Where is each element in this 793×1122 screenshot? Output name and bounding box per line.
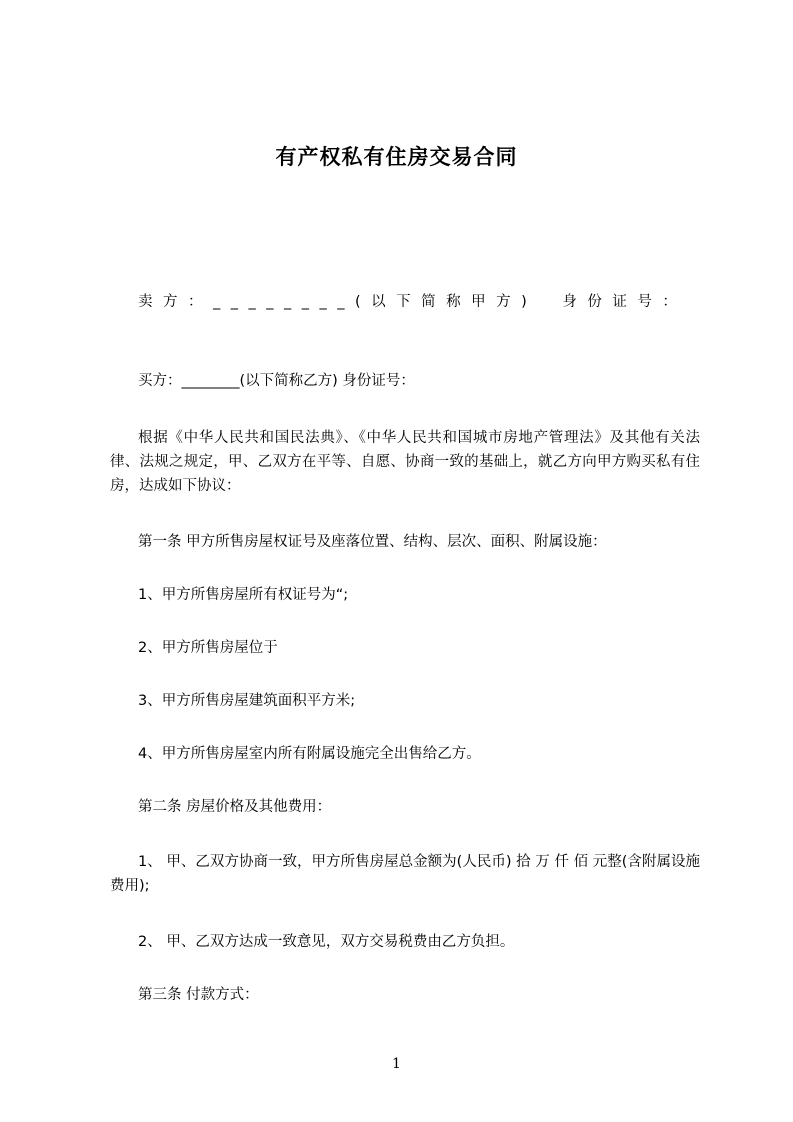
article1-heading: 第一条 甲方所售房屋权证号及座落位置、结构、层次、面积、附属设施： xyxy=(138,534,607,550)
article1-item4: 4、甲方所售房屋室内所有附属设施完全出售给乙方。 xyxy=(138,746,481,762)
seller-line: 卖方：________(以下简称甲方) 身份证号： xyxy=(138,294,688,310)
preamble-paragraph: 根据《中华人民共和国民法典》、《中华人民共和国城市房地产管理法》及其他有关法律、法规之规定，甲、乙双方在平等、自愿、协商一致的基础上，就乙方向甲方购买私有住房，达成如下协议： xyxy=(110,430,700,494)
article2-item1: 1、 甲、乙双方协商一致，甲方所售房屋总金额为(人民币) 拾 万 仟 佰 元整(含附属设施费用); xyxy=(110,854,700,894)
article1-item1: 1、甲方所售房屋所有权证号为“; xyxy=(138,587,349,603)
page-number: 1 xyxy=(392,1056,401,1072)
buyer-line: 买方：________(以下简称乙方) 身份证号： xyxy=(138,373,415,389)
article2-item2: 2、 甲、乙双方达成一致意见，双方交易税费由乙方负担。 xyxy=(138,934,515,950)
article2-heading: 第二条 房屋价格及其他费用： xyxy=(138,799,332,815)
article1-item3: 3、甲方所售房屋建筑面积平方米; xyxy=(138,693,356,709)
article1-item2: 2、甲方所售房屋位于 xyxy=(138,640,278,656)
document-title: 有产权私有住房交易合同 xyxy=(275,145,518,169)
article3-heading: 第三条 付款方式： xyxy=(138,987,259,1003)
